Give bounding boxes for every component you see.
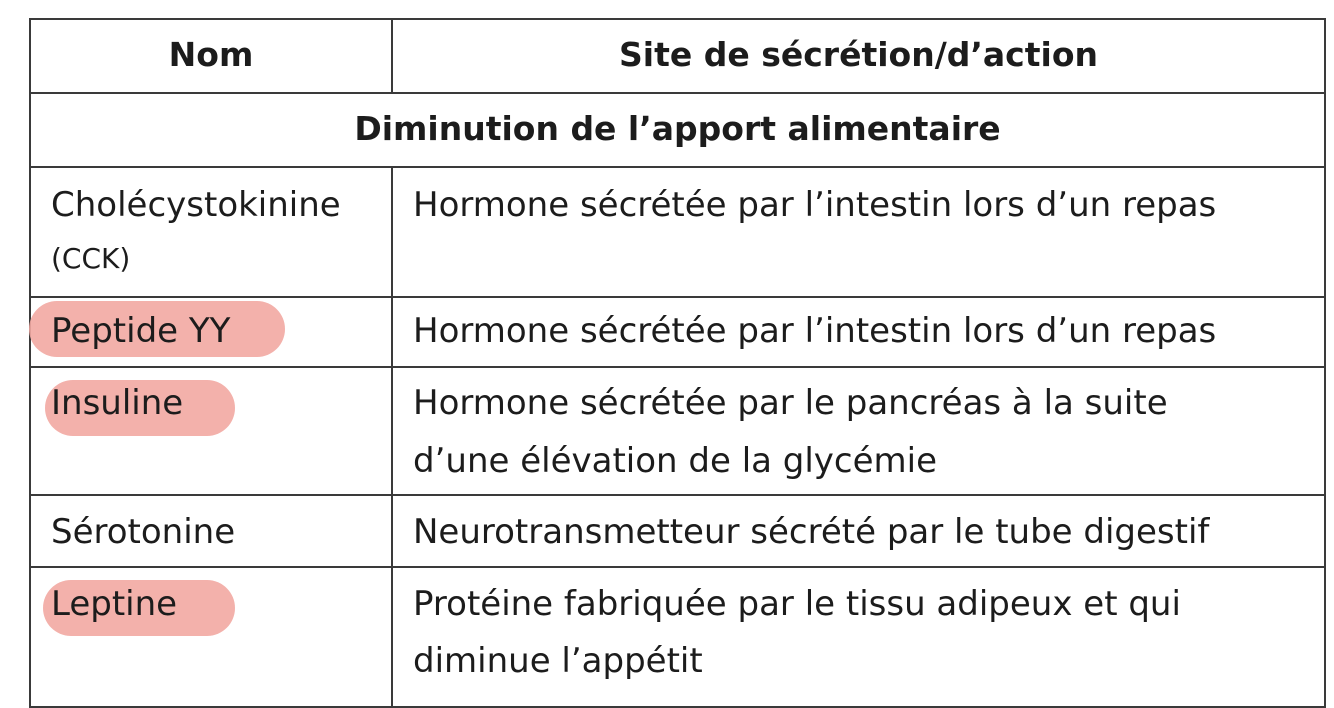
site-text: Neurotransmetteur sécrété par le tube digestif — [413, 512, 1210, 552]
name-cell — [31, 568, 393, 708]
table-row — [31, 496, 1324, 568]
name-cell — [31, 368, 393, 494]
name-cell — [31, 168, 393, 296]
hormone-name: Leptine — [51, 584, 178, 624]
site-cell — [393, 298, 1324, 366]
hormone-name: Insuline — [51, 383, 184, 423]
site-text-line2: d’une élévation de la glycémie — [413, 441, 938, 481]
hormone-name: Cholécystokinine — [51, 185, 341, 225]
site-cell — [393, 168, 1324, 296]
name-cell — [31, 496, 393, 566]
hormone-name: Sérotonine — [51, 512, 236, 552]
table-row — [31, 368, 1324, 496]
site-cell — [393, 368, 1324, 494]
section-title: Diminution de l’apport alimentaire — [354, 109, 1001, 148]
table-row — [31, 568, 1324, 708]
table-row — [31, 298, 1324, 368]
site-text: Hormone sécrétée par l’intestin lors d’un repas — [413, 311, 1217, 351]
header-site: Site de sécrétion/d’action — [619, 35, 1098, 74]
site-cell — [393, 568, 1324, 708]
header-name: Nom — [168, 35, 254, 74]
hormone-name: Peptide YY — [51, 311, 231, 351]
site-text-line2: diminue l’appétit — [413, 641, 703, 681]
name-cell — [31, 298, 393, 366]
hormone-table — [29, 18, 1326, 708]
site-cell — [393, 496, 1324, 566]
header-cell-site — [393, 20, 1324, 92]
header-cell-name — [31, 20, 393, 92]
hormone-name-line2: (CCK) — [51, 242, 131, 275]
header-row — [31, 20, 1324, 94]
site-text: Hormone sécrétée par le pancréas à la suite — [413, 383, 1168, 423]
section-row — [31, 94, 1324, 168]
table-row — [31, 168, 1324, 298]
site-text: Hormone sécrétée par l’intestin lors d’un repas — [413, 185, 1217, 225]
site-text: Protéine fabriquée par le tissu adipeux et qui — [413, 584, 1181, 624]
